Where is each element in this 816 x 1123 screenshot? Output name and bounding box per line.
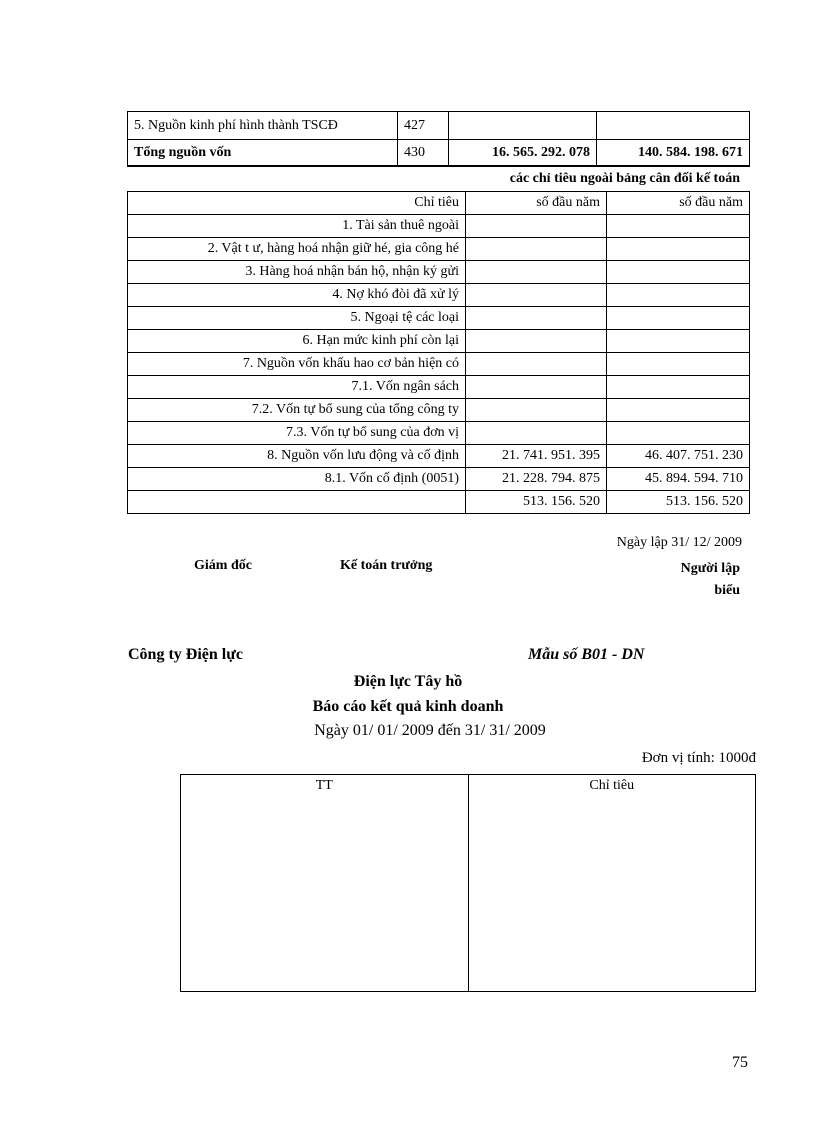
row-value-1 [466,353,607,376]
total-label: Tổng nguồn vốn [128,140,398,167]
row-value-2 [607,215,750,238]
unit-note: Đơn vị tính: 1000đ [641,750,756,766]
row-code: 427 [398,112,449,140]
table-row [128,468,750,491]
table-row [128,422,750,445]
row-label: 5. Ngoại tệ các loại [128,307,466,330]
row-value-2 [607,284,750,307]
row-label: 7. Nguồn vốn khấu hao cơ bản hiện có [128,353,466,376]
income-statement-table [180,774,756,992]
table-row [128,330,750,353]
row-value-1 [466,422,607,445]
table-row [128,376,750,399]
row-value-2 [607,261,750,284]
row-value-1 [466,330,607,353]
row-label: 8.1. Vốn cố định (0051) [128,468,466,491]
header-begin-year-2: số đầu năm [607,192,750,215]
row-value-2 [607,307,750,330]
row-label [128,491,466,514]
total-code: 430 [398,140,449,167]
row-value-1: 21. 741. 951. 395 [466,445,607,468]
off-balance-title: các chỉ tiêu ngoài bảng cân đối kế toán [509,171,740,186]
balance-sheet-table-continuation [127,111,750,167]
row-value-1 [466,215,607,238]
signature-chief-accountant: Kế toán trưởng [340,558,433,573]
report-period: Ngày 01/ 01/ 2009 đến 31/ 31/ 2009 [314,722,546,739]
row-value-2: 46. 407. 751. 230 [607,445,750,468]
unit-name: Điện lực Tây hồ [353,673,463,690]
table-row [128,112,750,140]
signature-preparer [640,558,740,602]
company-name: Công ty Điện lực [128,646,243,663]
row-value-2: 45. 894. 594. 710 [607,468,750,491]
table-header-row [128,192,750,215]
table-header-row [181,775,756,992]
row-value-1 [466,307,607,330]
report-title: Báo cáo kết quả kinh doanh [312,698,504,715]
header-indicator: Chỉ tiêu [468,775,756,992]
table-row [128,215,750,238]
row-value-2 [607,376,750,399]
row-value-1 [449,112,597,140]
row-value-1 [466,261,607,284]
total-value-2: 140. 584. 198. 671 [597,140,750,167]
row-value-1: 21. 228. 794. 875 [466,468,607,491]
row-value-1 [466,376,607,399]
row-label: 8. Nguồn vốn lưu động và cố định [128,445,466,468]
row-value-2 [607,353,750,376]
table-row [128,399,750,422]
header-tt: TT [181,775,469,992]
row-label: 6. Hạn mức kinh phí còn lại [128,330,466,353]
row-value-1 [466,238,607,261]
preparer-line-1: Người lập [680,561,740,576]
table-row-total [128,140,750,167]
row-value-1: 513. 156. 520 [466,491,607,514]
row-label: 5. Nguồn kinh phí hình thành TSCĐ [128,112,398,140]
header-begin-year: số đầu năm [466,192,607,215]
row-value-2 [607,330,750,353]
table-row [128,307,750,330]
row-value-2 [607,238,750,261]
signature-director: Giám đốc [194,558,252,573]
form-number: Mẫu số B01 - DN [528,646,645,663]
header-indicator: Chỉ tiêu [128,192,466,215]
table-row [128,261,750,284]
row-label: 2. Vật t ư, hàng hoá nhận giữ hé, gia công hé [128,238,466,261]
row-label: 7.2. Vốn tự bổ sung của tổng công ty [128,399,466,422]
table-row [128,491,750,514]
page-number: 75 [732,1054,748,1071]
report-date: Ngày lập 31/ 12/ 2009 [616,535,742,550]
row-label: 4. Nợ khó đòi đã xử lý [128,284,466,307]
row-value-1 [466,399,607,422]
row-value-1 [466,284,607,307]
row-label: 3. Hàng hoá nhận bán hộ, nhận ký gửi [128,261,466,284]
row-value-2 [607,399,750,422]
off-balance-table [127,191,750,514]
row-value-2 [597,112,750,140]
table-row [128,284,750,307]
row-value-2 [607,422,750,445]
total-value-1: 16. 565. 292. 078 [449,140,597,167]
row-label: 1. Tài sản thuê ngoài [128,215,466,238]
preparer-line-2: biểu [714,583,740,598]
row-label: 7.3. Vốn tự bổ sung của đơn vị [128,422,466,445]
row-value-2: 513. 156. 520 [607,491,750,514]
table-row [128,445,750,468]
table-row [128,353,750,376]
row-label: 7.1. Vốn ngân sách [128,376,466,399]
table-row [128,238,750,261]
